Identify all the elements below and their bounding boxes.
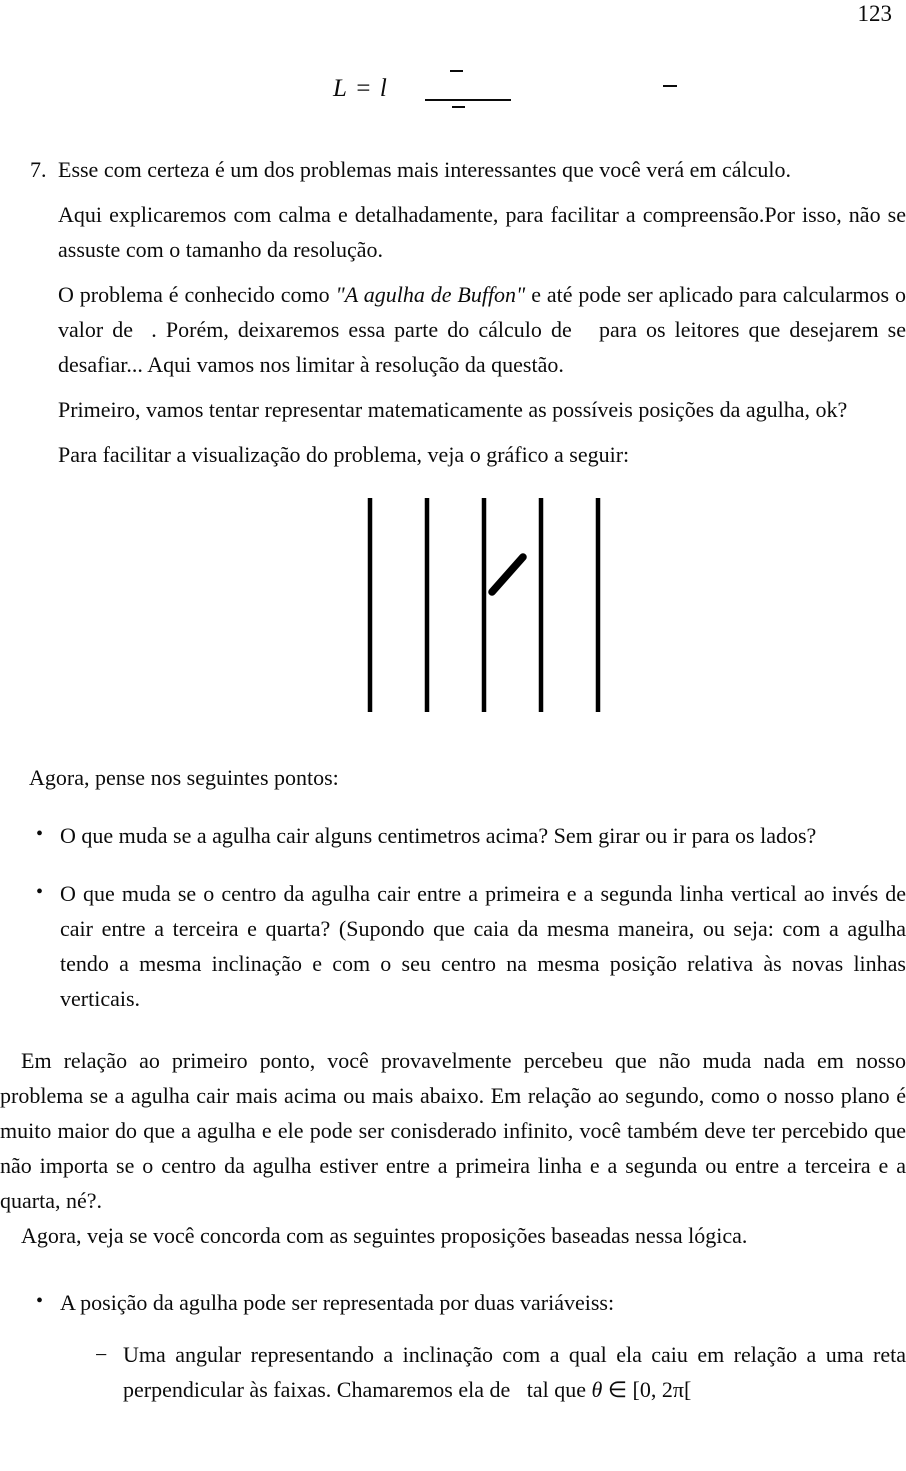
- fraction-bar: [425, 99, 511, 101]
- numbered-item-7: [0, 152, 906, 472]
- sub-item-1-text: Uma angular representando a inclinação com a qual ela caiu em relação a uma reta perpendicular às faixas. Chamaremos ela de tal que: [123, 1342, 906, 1402]
- item-number: 7.: [30, 157, 47, 182]
- bullet-item-1-text: O que muda se a agulha cair alguns centimetros acima? Sem girar ou ir para os lados?: [60, 823, 817, 848]
- dash-icon: −: [95, 1342, 108, 1367]
- item7-paragraph-3-after: e até pode ser aplicado para calcularmos o valor de . Porém, deixaremos essa parte do cálculo de para os leitores que desejarem se desafiar... Aqui vamos nos limitar à resolução da questão.: [58, 282, 906, 377]
- bullet-item-2: [0, 876, 906, 1016]
- bullet-icon: •: [36, 881, 44, 903]
- sub-item-1: [0, 1337, 906, 1407]
- overline-dash: [663, 85, 677, 87]
- intro-line: Agora, pense nos seguintes pontos:: [29, 765, 339, 790]
- item7-paragraph-1: Esse com certeza é um dos problemas mais interessantes que você verá em cálculo.: [58, 157, 792, 182]
- bullet-item-3: [0, 1285, 906, 1320]
- body-paragraph-1: Em relação ao primeiro ponto, você provavelmente percebeu que não muda nada em nosso problema se a agulha cair mais acima ou mais abaixo. Em relação ao segundo, como o nosso plano é muito maior do que a agulha e ele pode ser conisderado infinito, você também deve ter percebido que não importa se o centro da agulha estiver entre a primeira linha e a segunda ou entre a terceira e a quarta, né?.: [0, 1048, 906, 1213]
- fraction-denominator-dash: [452, 106, 465, 108]
- bullet-item-3-text: A posição da agulha pode ser representada por duas variáveiss:: [60, 1290, 615, 1315]
- item7-paragraph-2: Aqui explicaremos com calma e detalhadamente, para facilitar a compreensão.Por isso, não se assuste com o tamanho da resolução.: [58, 202, 906, 262]
- equation-block: [0, 0, 906, 152]
- fraction-numerator-dash: [450, 70, 463, 72]
- buffon-needle-figure: [357, 496, 906, 714]
- needle-line: [492, 557, 523, 592]
- item7-paragraph-3: [58, 277, 906, 382]
- equation-lhs: L = l: [333, 75, 388, 102]
- theta-interval: ∈ [0, 2π[: [602, 1377, 692, 1402]
- bullet-item-2-text: O que muda se o centro da agulha cair entre a primeira e a segunda linha vertical ao invés de cair entre a terceira e quarta? (Supondo que caia da mesma maneira, ou seja: com a agulha tendo a mesma inclinação e com o seu centro na mesma posição relativa às novas linhas verticais.: [60, 881, 906, 1011]
- item7-paragraph-5: Para facilitar a visualização do problema, veja o gráfico a seguir:: [58, 442, 630, 467]
- item7-paragraph-4: Primeiro, vamos tentar representar matematicamente as possíveis posições da agulha, ok?: [58, 397, 848, 422]
- bullet-icon: •: [36, 1290, 44, 1312]
- page-number: 123: [857, 1, 892, 26]
- body-paragraph-2: Agora, veja se você concorda com as seguintes proposições baseadas nessa lógica.: [21, 1223, 748, 1248]
- item7-paragraph-3-before: O problema é conhecido como: [58, 282, 336, 307]
- bullet-item-1: [0, 818, 906, 853]
- buffon-needle-title: "A agulha de Buffon": [335, 282, 526, 307]
- theta-symbol: θ: [591, 1377, 603, 1402]
- bullet-icon: •: [36, 823, 44, 845]
